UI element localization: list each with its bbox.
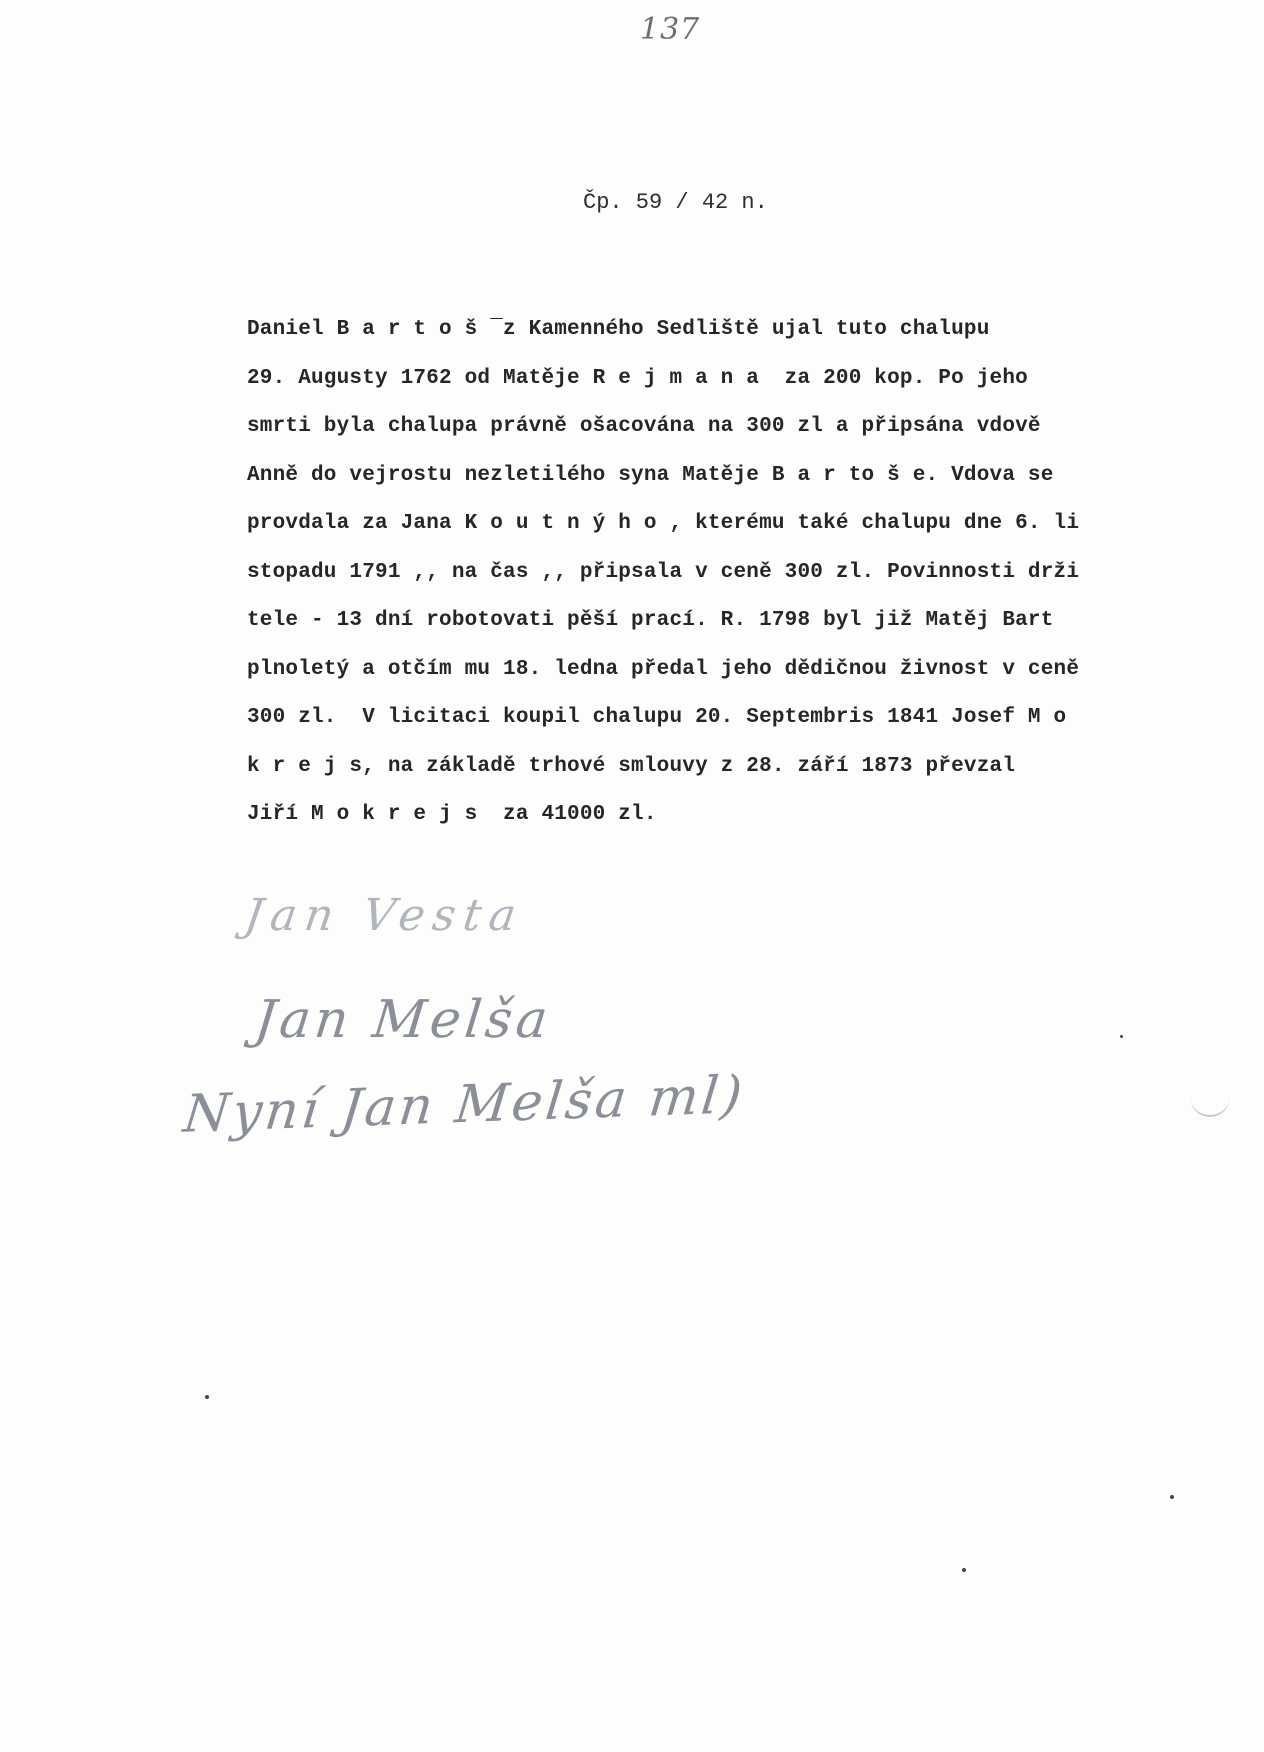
body-line: provdala za Jana K o u t n ý h o , kterému také chalupu dne 6. li	[247, 512, 1080, 535]
body-line: 29. Augusty 1762 od Matěje R e j m a n a za 200 kop. Po jeho	[247, 366, 1028, 390]
signature: Jan Melša	[251, 990, 555, 1050]
document-header: Čp. 59 / 42 n.	[583, 190, 768, 215]
body-line: tele - 13 dní robotovati pěší prací. R. 1798 byl již Matěj Bart	[247, 609, 1054, 632]
scan-speck	[962, 1568, 966, 1572]
body-line: plnoletý a otčím mu 18. ledna předal jeho dědičnou živnost v ceně	[247, 657, 1080, 681]
body-line: Jiří M o k r e j s za 41000 zl.	[247, 803, 657, 826]
body-line: Anně do vejrostu nezletilého syna Matěje B a r to š e. Vdova se	[247, 463, 1054, 487]
scan-edge-mark	[1190, 1095, 1230, 1117]
handwritten-page-number: 137	[640, 12, 701, 47]
signature-faint: Jan Vesta	[241, 890, 528, 941]
body-line: k r e j s, na základě trhové smlouvy z 28. září 1873 převzal	[247, 754, 1016, 778]
document-body	[247, 315, 1247, 849]
body-line: stopadu 1791 ,, na čas ,, připsala v ceně 300 zl. Povinnosti drži	[247, 560, 1080, 584]
body-line: 300 zl. V licitaci koupil chalupu 20. Septembris 1841 Josef M o	[247, 706, 1067, 729]
body-line: Daniel B a r t o š ¯z Kamenného Sedliště ujal tuto chalupu	[247, 318, 990, 341]
body-line: smrti byla chalupa právně ošacována na 300 zl a připsána vdově	[247, 415, 1041, 438]
scan-speck	[205, 1395, 209, 1399]
scan-speck	[1170, 1495, 1174, 1499]
scan-speck	[1120, 1035, 1123, 1038]
signature-current-owner: Nyní Jan Melša ml)	[180, 1065, 748, 1145]
